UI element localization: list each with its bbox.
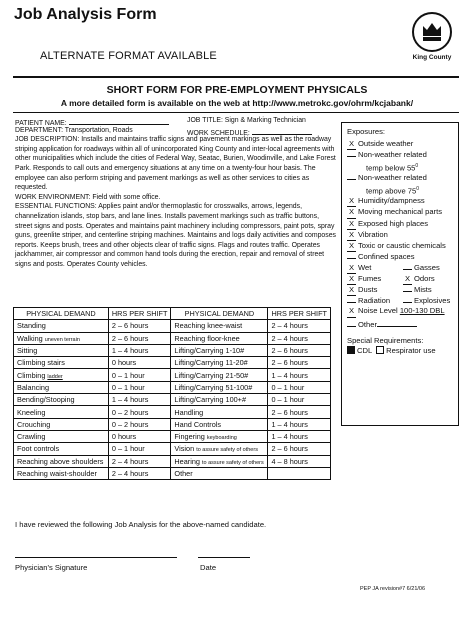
patient-name-label: PATIENT NAME: [15, 120, 67, 127]
demand-cell [171, 455, 268, 467]
table-row [14, 406, 331, 418]
hours-cell: 0 hours [108, 357, 171, 369]
demand-cell [14, 332, 109, 344]
demand-cell [14, 443, 109, 455]
exposure-mark[interactable] [347, 258, 356, 259]
hours-cell: 0 – 2 hours [108, 406, 171, 418]
table-row [14, 344, 331, 356]
demand-cell [171, 344, 268, 356]
hours-cell: 2 – 6 hours [108, 320, 171, 332]
physical-demand-table [13, 307, 331, 480]
department-label: DEPARTMENT: [15, 126, 63, 134]
hours-cell: 2 – 4 hours [108, 455, 171, 467]
respirator-checkbox[interactable] [376, 346, 384, 354]
table-row [14, 332, 331, 344]
work-schedule-label: WORK SCHEDULE: [187, 129, 250, 137]
exposure-label: Non-weather related [358, 173, 427, 183]
demand-cell [14, 430, 109, 442]
demand-label: Crawling [17, 432, 46, 442]
hours-cell: 0 – 1 hour [108, 369, 171, 381]
hours-cell: 0 – 1 hour [268, 394, 331, 406]
exposure-label: Non-weather related [358, 150, 427, 160]
table-row [14, 418, 331, 430]
hours-cell: 0 – 1 hour [108, 443, 171, 455]
exposure-pair-row[interactable] [347, 263, 453, 274]
logo-caption: King County [412, 54, 452, 61]
hours-cell: 1 – 4 hours [268, 418, 331, 430]
demand-label: Reaching above shoulders [17, 456, 104, 466]
exposure-pair-row[interactable] [347, 285, 453, 296]
essential-functions [15, 202, 337, 269]
king-county-logo [408, 12, 456, 61]
demand-cell [14, 394, 109, 406]
exposure-label: Humidity/dampness [358, 196, 425, 206]
demand-label: Handling [174, 407, 204, 417]
date-label: Date [200, 563, 217, 572]
hours-cell: 1 – 4 hours [268, 430, 331, 442]
demand-cell [171, 443, 268, 455]
other-field[interactable] [377, 318, 417, 327]
table-row [14, 369, 331, 381]
exposure-mark[interactable]: X [347, 139, 356, 150]
demand-cell [14, 418, 109, 430]
work-schedule-field[interactable] [252, 126, 312, 135]
demand-cell [14, 406, 109, 418]
job-description-text: Installs and maintains traffic signs and pavement markings as well as the roadway striping application for roadways within all of unincorporated King County and inter-local agreements with other municipalities which include the cities of Federal Way, Seatac, Burien, Woodinville, and Lake Forest Park. Responds to call outs and emergency situations at any time on a twenty-four hour basis. The employee can also perform striping and pavement markings as well as other services to cities as requested. [15, 136, 336, 192]
cdl-label: CDL [357, 345, 372, 355]
exposure-mark[interactable] [403, 269, 412, 270]
demand-label: Hand Controls [174, 419, 222, 429]
demand-label: Kneeling [17, 407, 46, 417]
table-row [14, 443, 331, 455]
header-physical-demand-2: PHYSICAL DEMAND [171, 308, 268, 320]
demand-cell [14, 381, 109, 393]
work-environment-label: WORK ENVIRONMENT: [15, 193, 91, 201]
hours-cell: 2 – 6 hours [268, 406, 331, 418]
demand-label: Hearing [174, 456, 200, 466]
demand-label: Crouching [17, 419, 51, 429]
table-header-row [14, 308, 331, 320]
other-exposure-row[interactable] [347, 318, 453, 330]
section-rule [13, 112, 459, 113]
exposure-item[interactable] [347, 252, 453, 262]
exposure-pair-row[interactable] [347, 274, 453, 285]
demand-note: keyboarding [206, 435, 237, 442]
exposure-item[interactable] [347, 184, 453, 197]
exposure-label: Confined spaces [358, 252, 415, 262]
respirator-label: Respirator use [386, 345, 436, 355]
demand-label: Lifting/Carrying 1-10# [174, 346, 245, 356]
exposure-label: Mists [414, 284, 432, 294]
table-row [14, 455, 331, 467]
demand-label: Climbing stairs [17, 358, 65, 368]
demand-cell [14, 344, 109, 356]
table-row [14, 381, 331, 393]
demand-label: Foot controls [17, 444, 60, 454]
short-form-heading: SHORT FORM FOR PRE-EMPLOYMENT PHYSICALS [106, 84, 368, 96]
exposure-degree: 0 [415, 162, 419, 169]
cdl-checkbox[interactable] [347, 346, 355, 354]
noise-value: 100-130 DBL [399, 306, 445, 316]
exposure-mark[interactable]: X [347, 207, 356, 218]
exposures-pairs [347, 263, 453, 307]
exposures-panel [341, 122, 459, 426]
exposure-item[interactable] [347, 230, 453, 241]
table-row [14, 467, 331, 479]
exposure-mark[interactable]: X [347, 241, 356, 252]
exposure-label: Dusts [358, 284, 378, 294]
exposure-mark[interactable]: X [403, 274, 412, 285]
demand-cell [171, 332, 268, 344]
demand-cell [171, 406, 268, 418]
hours-cell: 2 – 6 hours [268, 443, 331, 455]
hours-cell: 2 – 4 hours [268, 332, 331, 344]
header-physical-demand: PHYSICAL DEMAND [14, 308, 109, 320]
other-label: Other [358, 319, 377, 329]
exposure-degree: 0 [416, 185, 420, 192]
exposure-label: Wet [358, 262, 372, 272]
demand-label: Reaching waist-shoulder [17, 469, 97, 478]
alternate-format-note: ALTERNATE FORMAT AVAILABLE [40, 50, 217, 62]
demand-label: Balancing [17, 382, 50, 392]
exposures-list [347, 139, 453, 262]
exposure-mark[interactable]: X [347, 285, 356, 296]
exposure-mark[interactable]: X [347, 196, 356, 207]
exposure-mark[interactable] [347, 156, 356, 157]
demand-label: Standing [17, 321, 46, 331]
hours-cell: 2 – 6 hours [268, 357, 331, 369]
demand-label: Lifting/Carrying 51-100# [174, 382, 253, 392]
form-title: Job Analysis Form [14, 6, 157, 23]
exposure-item[interactable] [347, 241, 453, 252]
demand-note: to assure safety of others [196, 447, 258, 454]
header-hrs-per-shift: HRS PER SHIFT [108, 308, 171, 320]
exposure-item[interactable] [347, 139, 453, 150]
hours-cell: 1 – 4 hours [108, 394, 171, 406]
review-statement: I have reviewed the following Job Analysis for the above-named candidate. [15, 520, 267, 529]
demand-note: uneven terrain [44, 336, 80, 343]
department-value: Transportation, Roads [64, 126, 133, 134]
demand-cell [14, 320, 109, 332]
noise-mark[interactable]: X [347, 306, 356, 317]
table-row [14, 394, 331, 406]
exposure-mark[interactable]: X [347, 230, 356, 241]
demand-label: Reaching knee-waist [174, 321, 243, 331]
hours-cell: 0 – 2 hours [108, 418, 171, 430]
job-title-value: Sign & Marking Technician [224, 117, 306, 124]
hours-cell: 1 – 4 hours [268, 369, 331, 381]
exposure-label: Outside weather [358, 139, 414, 149]
demand-note: ladder [47, 373, 63, 380]
exposure-label: Toxic or caustic chemicals [358, 241, 446, 251]
exposure-mark[interactable] [403, 291, 412, 292]
hours-cell: 4 – 8 hours [268, 455, 331, 467]
date-line[interactable] [198, 557, 250, 558]
table-row [14, 320, 331, 332]
demand-label: Vision [174, 444, 195, 454]
essential-functions-label: ESSENTIAL FUNCTIONS: [15, 203, 97, 211]
hours-cell: 1 – 4 hours [108, 344, 171, 356]
exposure-pair-row[interactable] [347, 296, 453, 306]
noise-label: Noise Level [358, 306, 398, 316]
detailed-form-link[interactable]: A more detailed form is available on the web at http://www.metrokc.gov/ohrm/kcjabank/ [60, 98, 414, 108]
exposure-mark[interactable] [347, 302, 356, 303]
exposure-item[interactable] [347, 219, 453, 230]
table-row [14, 430, 331, 442]
exposure-mark[interactable]: X [347, 274, 356, 285]
hours-cell: 0 – 1 hour [108, 381, 171, 393]
demand-cell [171, 394, 268, 406]
demand-label: Lifting/Carrying 11-20# [174, 358, 248, 368]
exposure-mark[interactable] [347, 179, 356, 180]
demand-cell [171, 418, 268, 430]
header-hrs-per-shift-2: HRS PER SHIFT [268, 308, 331, 320]
demand-cell [14, 455, 109, 467]
exposure-label: temp above 75 [366, 186, 417, 196]
hours-cell: 2 – 6 hours [268, 344, 331, 356]
work-environment-text: Field with some office. [92, 193, 161, 201]
demand-cell [171, 467, 268, 479]
essential-functions-text: Applies paint and/or thermoplastic for crosswalks, arrows, legends, channelization islands, stop bars, and lane lines. Installs pavement markings such as traffic buttons, street signs and posts. Operates and maintains paint machinery including compressors, paint pots, spray guns, greenlite striper, and centerline striping machines. Maintains and logs daily activities and composes reports. Keeps brush, trees and other objects clear of traffic signs. Flags and routes traffic. Operates jackhammer, air compressor and common hand tools during the erection, repair and removal of street signs and posts. Operates County vehicles. [15, 203, 336, 268]
exposure-label: Exposed high places [358, 218, 429, 228]
other-mark[interactable] [347, 326, 356, 327]
exposure-label: Fumes [358, 273, 382, 283]
exposures-title: Exposures: [347, 127, 385, 136]
demand-label: Climbing [17, 370, 46, 380]
exposure-item[interactable] [347, 196, 453, 207]
demand-label: Reaching floor-knee [174, 333, 240, 343]
table-row [14, 357, 331, 369]
header-rule [13, 76, 459, 78]
hours-cell: 2 – 6 hours [108, 332, 171, 344]
noise-level-row[interactable] [347, 306, 453, 317]
job-description [15, 135, 337, 193]
job-title-label: JOB TITLE: [187, 117, 223, 124]
hours-cell: 0 – 1 hour [268, 381, 331, 393]
patient-name-field[interactable] [69, 116, 169, 125]
demand-cell [171, 381, 268, 393]
demand-cell [14, 369, 109, 381]
demand-cell [14, 357, 109, 369]
revision-note: PEP JA revision#7 6/21/06 [360, 586, 426, 592]
signature-label: Physician's Signature [15, 563, 88, 572]
exposure-mark[interactable]: X [347, 263, 356, 274]
work-environment [15, 193, 337, 203]
demand-cell [171, 320, 268, 332]
exposure-label: Radiation [358, 296, 391, 306]
demand-label: Lifting/Carrying 100+# [174, 395, 246, 405]
hours-cell: 2 – 4 hours [108, 467, 171, 479]
exposure-item[interactable] [347, 173, 453, 183]
job-description-label: JOB DESCRIPTION: [15, 136, 80, 144]
demand-label: Other [174, 469, 193, 478]
hours-cell: 2 – 4 hours [268, 320, 331, 332]
demand-cell [171, 357, 268, 369]
special-requirements-title: Special Requirements: [347, 335, 424, 345]
exposure-item[interactable] [347, 207, 453, 218]
exposure-label: Gasses [414, 262, 440, 272]
hours-cell: 0 hours [108, 430, 171, 442]
exposure-label: Odors [414, 273, 435, 283]
demand-label: Walking [17, 333, 43, 343]
exposure-label: Explosives [414, 296, 451, 306]
hours-cell [268, 467, 331, 479]
demand-label: Fingering [174, 432, 205, 442]
crown-icon [412, 12, 452, 52]
demand-cell [171, 369, 268, 381]
exposure-item[interactable] [347, 150, 453, 160]
demand-label: Lifting/Carrying 21-50# [174, 370, 249, 380]
demand-note: to assure safety of others [202, 459, 264, 466]
signature-line[interactable] [15, 557, 177, 558]
exposure-label: Moving mechanical parts [358, 207, 442, 217]
exposure-mark[interactable]: X [347, 219, 356, 230]
demand-label: Bending/Stooping [17, 395, 75, 405]
exposure-mark[interactable] [403, 302, 412, 303]
exposure-label: Vibration [358, 229, 388, 239]
demand-label: Sitting [17, 346, 38, 356]
demand-cell [14, 467, 109, 479]
exposure-item[interactable] [347, 161, 453, 174]
exposure-label: temp below 55 [366, 163, 416, 173]
demand-cell [171, 430, 268, 442]
